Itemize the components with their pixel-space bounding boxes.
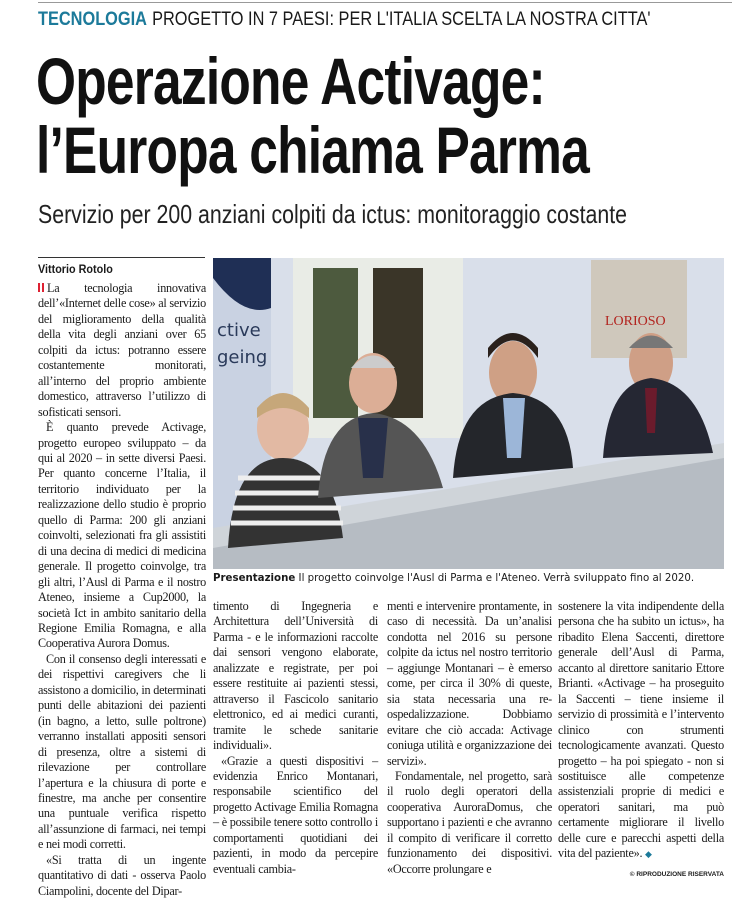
paragraph: «Grazie a questi dispositivi – evidenzia Enrico Montanari, responsabile scientifico del progetto Activage Emilia Romagna – è possibile tenere sotto controllo i comportamenti quotidiani dei pazienti, in modo da percepire eventuali cambia-	[213, 753, 378, 876]
article-photo	[213, 258, 724, 569]
paragraph: sostenere la vita indipendente della persona che ha subito un ictus», ha ribadito Elena Saccenti, direttore generale dell’Ausl di Parma, accanto al direttore sanitario Ettore Brianti. «Activage – ha proseguito la Saccenti – tiene insieme il servizio di prossimità e l’intervento clinico con strumenti tecnologicamente avanzati. Questo progetto – ha poi spiegato - non si sostituisce alle competenze assistenziali proprie di medici e operatori sanitari, ma può certamente migliorare il livello delle cure e parecchi aspetti della vita del paziente». ◆	[558, 599, 724, 861]
caption-label: Presentazione	[213, 571, 296, 584]
article-column-2	[213, 599, 378, 877]
section-label: TECNOLOGIA	[38, 9, 147, 30]
banner-text: ctive	[217, 320, 261, 341]
paragraph-mark-icon	[38, 283, 44, 292]
photo-caption	[213, 571, 694, 584]
article-column-1	[38, 281, 206, 899]
poster-text: LORIOSO	[605, 314, 666, 329]
top-rule	[38, 2, 732, 3]
subtitle: Servizio per 200 anziani colpiti da ictus: monitoraggio costante	[38, 199, 628, 229]
paragraph: È quanto prevede Activage, progetto europeo sviluppato – da qui al 2020 – in sette diversi Paesi. Per quanto concerne l’Italia, il territorio individuato per la realizzazione dello studio è proprio quello di Parma: 200 gli anziani coinvolti, selezionati fra gli assistiti di una decina di medici di medicina generale. Il progetto coinvolge, tra gli altri, l’Ausl di Parma e il nostro Ateneo, insieme a Cup2000, la società Ict in ambito sanitario della Regione Emilia Romagna, e alla Cooperativa Aurora Domus.	[38, 420, 206, 651]
headline-line-1: Operazione Activage:	[36, 44, 545, 118]
copyright-note: © RIPRODUZIONE RISERVATA	[629, 870, 724, 878]
caption-text: Il progetto coinvolge l'Ausl di Parma e l'Ateneo. Verrà sviluppato fino al 2020.	[298, 571, 695, 584]
kicker	[38, 9, 650, 31]
paragraph: La tecnologia innovativa dell’«Internet delle cose» al servizio del miglioramento della qualità della vita degli anziani over 65 colpiti da ictus: potranno essere costantemente monitorati, all’interno del proprio ambiente domestico, attraverso l’utilizzo di sofisticati sensori.	[38, 281, 206, 419]
paragraph: menti e intervenire prontamente, in caso di necessità. Da un’analisi condotta nel 2016 su persone colpite da ictus nel nostro territorio – aggiunge Montanari – è emerso come, per circa il 30% di queste, sia stata necessaria una re-ospedalizzazione. Dobbiamo evitare che ciò accada: Activage coniuga utilità e organizzazione dei servizi».	[387, 599, 552, 768]
headline-line-2: l’Europa chiama Parma	[36, 113, 589, 187]
kicker-text: PROGETTO IN 7 PAESI: PER L'ITALIA SCELTA LA NOSTRA CITTA'	[152, 9, 651, 30]
banner-text: geing	[217, 347, 268, 368]
paragraph: Fondamentale, nel progetto, sarà il ruolo degli operatori della cooperativa AuroraDomus, che supportano i pazienti e che avranno il compito di verificare il corretto funzionamento dei dispositivi. «Occorre prolungare e	[387, 768, 552, 876]
article-column-4	[558, 599, 724, 882]
paragraph: «Si tratta di un ingente quantitativo di dati - osserva Paolo Ciampolini, docente del Dipar-	[38, 852, 206, 898]
byline-rule	[38, 257, 205, 258]
byline: Vittorio Rotolo	[38, 262, 113, 276]
end-diamond-icon: ◆	[645, 849, 652, 860]
paragraph: timento di Ingegneria e Architettura dell’Università di Parma - e le informazioni raccolte dai sensori vengono elaborate, analizzate e registrate, per poi essere restituite ai pazienti stessi, attraverso il Fascicolo sanitario elettronico, ed ai medici curanti, tramite le schede sanitarie individuali».	[213, 599, 378, 753]
paragraph: Con il consenso degli interessati e dei rispettivi caregivers che li assistono a domicilio, in determinati punti delle abitazioni dei pazienti (in bagno, a letto, sulle poltrone) verranno installati appositi sensori di presenza, oltre a sistemi di rilevazione per controllare l’apertura e la chiusura di porte e finestre, ma anche per consentire una puntuale verifica rispetto all’assunzione di farmaci, nei tempi e nei modi corretti.	[38, 651, 206, 852]
article-column-3	[387, 599, 552, 877]
